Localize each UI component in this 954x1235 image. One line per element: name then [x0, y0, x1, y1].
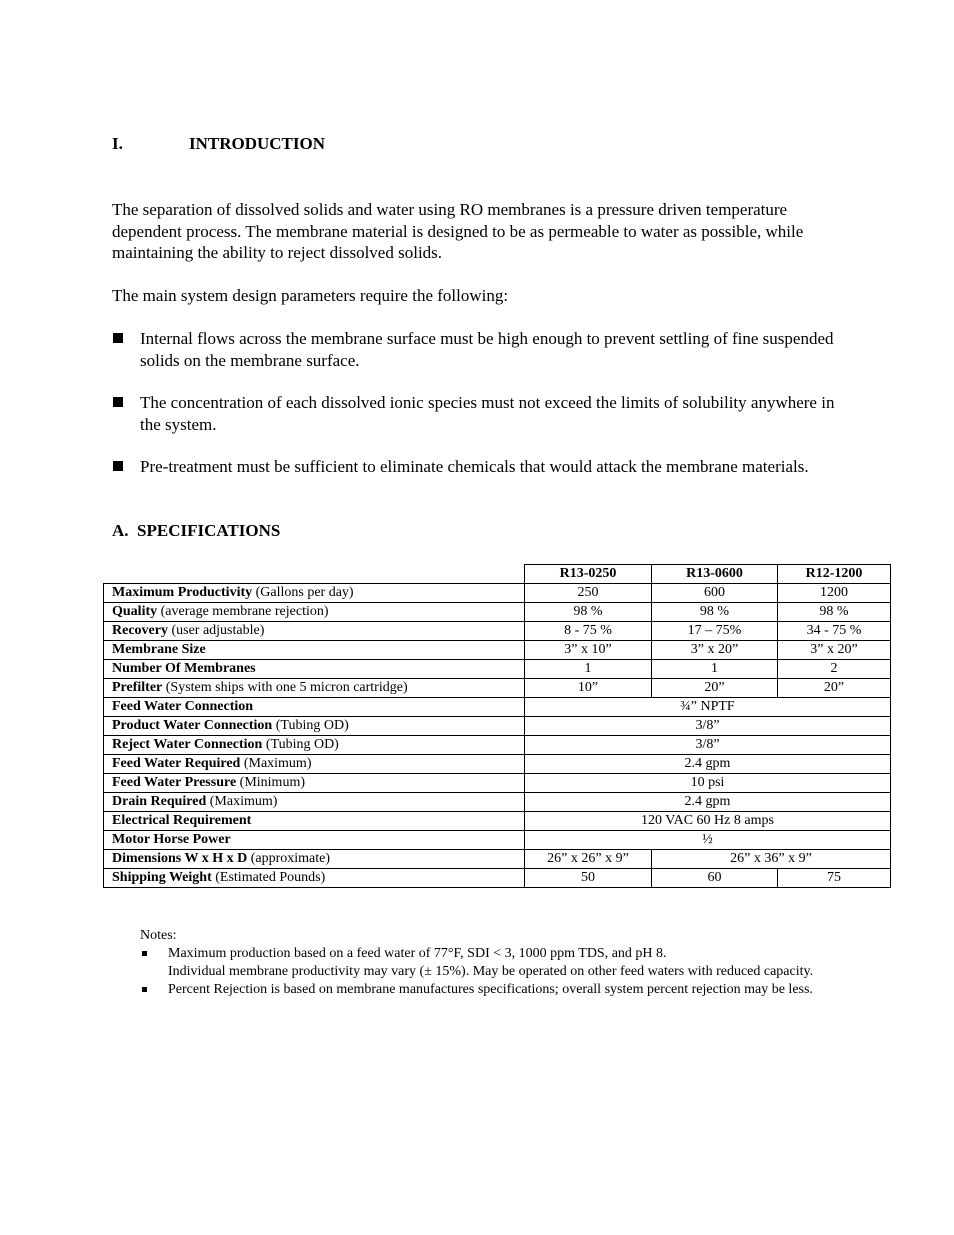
table-row [104, 849, 891, 868]
row-label: Motor Horse Power [104, 830, 525, 849]
subsection-letter: A [112, 521, 125, 540]
row-label: Reject Water Connection (Tubing OD) [104, 735, 525, 754]
specifications-heading: A. SPECIFICATIONS [112, 521, 281, 540]
row-value: 10 psi [525, 773, 891, 792]
square-bullet-icon [113, 397, 123, 407]
note-item: Percent Rejection is based on membrane manufactures specifications; overall system percent rejection may be less. [140, 981, 850, 999]
row-value: 1200 [778, 583, 891, 602]
table-row [104, 659, 891, 678]
subsection-title: SPECIFICATIONS [137, 521, 281, 540]
table-row [104, 621, 891, 640]
row-value: 50 [525, 868, 652, 887]
table-row [104, 678, 891, 697]
model-header: R13-0600 [652, 565, 778, 584]
row-value: 60 [652, 868, 778, 887]
square-bullet-icon [113, 333, 123, 343]
row-value: 20” [652, 678, 778, 697]
row-value: 1 [652, 659, 778, 678]
row-label: Shipping Weight (Estimated Pounds) [104, 868, 525, 887]
table-row [104, 602, 891, 621]
row-label: Number Of Membranes [104, 659, 525, 678]
row-value: 2.4 gpm [525, 792, 891, 811]
table-row [104, 868, 891, 887]
row-label: Prefilter (System ships with one 5 micron cartridge) [104, 678, 525, 697]
table-row [104, 716, 891, 735]
row-label: Drain Required (Maximum) [104, 792, 525, 811]
row-label: Dimensions W x H x D (approximate) [104, 849, 525, 868]
row-value: 98 % [778, 602, 891, 621]
table-row [104, 583, 891, 602]
row-value: 250 [525, 583, 652, 602]
row-value: 2 [778, 659, 891, 678]
table-row [104, 811, 891, 830]
row-value: 1 [525, 659, 652, 678]
row-value: 34 - 75 % [778, 621, 891, 640]
row-value: 3/8” [525, 716, 891, 735]
section-number: I. [112, 134, 123, 153]
table-row [104, 773, 891, 792]
row-value: 2.4 gpm [525, 754, 891, 773]
row-value: ½ [525, 830, 891, 849]
square-bullet-icon [142, 987, 147, 992]
table-row [104, 792, 891, 811]
row-label: Recovery (user adjustable) [104, 621, 525, 640]
row-label: Quality (average membrane rejection) [104, 602, 525, 621]
row-label: Product Water Connection (Tubing OD) [104, 716, 525, 735]
table-row [104, 697, 891, 716]
section-title: INTRODUCTION [189, 134, 326, 153]
row-value: 26” x 26” x 9” [525, 849, 652, 868]
row-value: 20” [778, 678, 891, 697]
row-value: 17 – 75% [652, 621, 778, 640]
row-value: ¾” NPTF [525, 697, 891, 716]
table-row [104, 830, 891, 849]
note-item: Maximum production based on a feed water of 77°F, SDI < 3, 1000 ppm TDS, and pH 8. Individual membrane productivity may vary (± 15%). May be operated on other feed waters with reduced capacity. [140, 945, 850, 981]
row-value: 10” [525, 678, 652, 697]
row-label: Feed Water Pressure (Minimum) [104, 773, 525, 792]
notes-title: Notes: [140, 928, 177, 943]
specifications-table [103, 564, 891, 888]
row-label: Electrical Requirement [104, 811, 525, 830]
table-row [104, 735, 891, 754]
row-value: 3/8” [525, 735, 891, 754]
square-bullet-icon [142, 951, 147, 956]
notes-section [140, 927, 850, 999]
row-value: 26” x 36” x 9” [652, 849, 891, 868]
model-header: R13-0250 [525, 565, 652, 584]
row-value: 3” x 10” [525, 640, 652, 659]
square-bullet-icon [113, 461, 123, 471]
list-item: Pre-treatment must be sufficient to eliminate chemicals that would attack the membrane materials. [112, 456, 852, 478]
row-label: Feed Water Connection [104, 697, 525, 716]
table-row [104, 640, 891, 659]
requirements-list [112, 328, 852, 499]
row-label: Membrane Size [104, 640, 525, 659]
row-value: 8 - 75 % [525, 621, 652, 640]
model-header: R12-1200 [778, 565, 891, 584]
table-header-row [104, 565, 891, 584]
list-item: Internal flows across the membrane surface must be high enough to prevent settling of fine suspended solids on the membrane surface. [112, 328, 852, 371]
row-value: 120 VAC 60 Hz 8 amps [525, 811, 891, 830]
row-value: 75 [778, 868, 891, 887]
row-value: 600 [652, 583, 778, 602]
row-value: 3” x 20” [778, 640, 891, 659]
row-value: 3” x 20” [652, 640, 778, 659]
table-row [104, 754, 891, 773]
design-parameters-paragraph: The main system design parameters require the following: [112, 286, 509, 305]
row-value: 98 % [525, 602, 652, 621]
row-label: Feed Water Required (Maximum) [104, 754, 525, 773]
intro-paragraph: The separation of dissolved solids and water using RO membranes is a pressure driven temperature dependent process. The membrane material is designed to be as permeable to water as possible, while maintaining the ability to reject dissolved solids. [112, 200, 804, 262]
notes-list [140, 945, 850, 999]
list-item: The concentration of each dissolved ionic species must not exceed the limits of solubility anywhere in the system. [112, 392, 852, 435]
row-value: 98 % [652, 602, 778, 621]
row-label: Maximum Productivity (Gallons per day) [104, 583, 525, 602]
